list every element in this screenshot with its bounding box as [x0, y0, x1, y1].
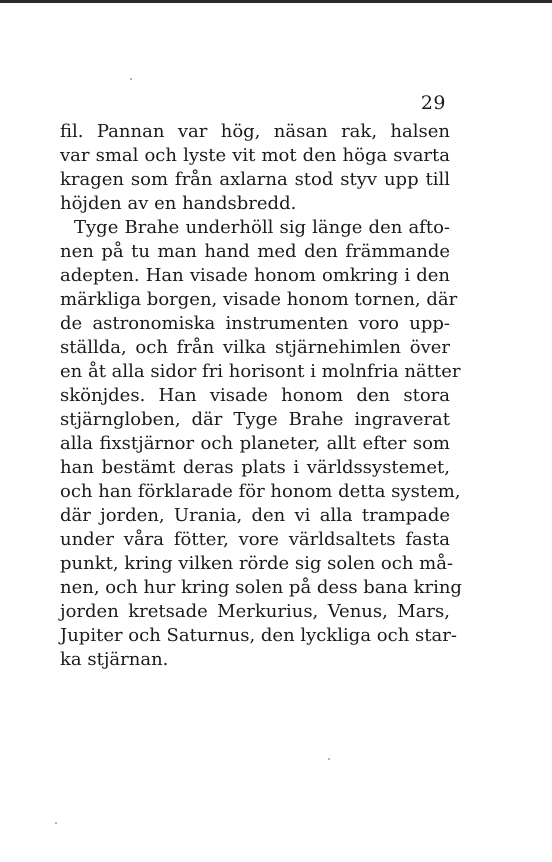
paper-speck [328, 758, 330, 760]
text-line: ställda, och från vilka stjärnehimlen över [60, 337, 450, 358]
text-line: skönjdes. Han visade honom den stora [60, 385, 450, 406]
text-line: nen på tu man hand med den främmande [60, 241, 450, 262]
text-line: de astronomiska instrumenten voro upp- [60, 313, 450, 334]
text-line: kragen som från axlarna stod styv upp till [60, 169, 450, 190]
text-line: under våra fötter, vore världsaltets fasta [60, 529, 450, 550]
top-border-rule [0, 0, 552, 3]
text-line: han bestämt deras plats i världssystemet, [60, 457, 450, 478]
page-number: 29 [420, 92, 446, 114]
text-line: höjden av en handsbredd. [60, 193, 297, 214]
text-line: adepten. Han visade honom omkring i den [60, 265, 450, 286]
text-line: Jupiter och Saturnus, den lyckliga och star- [60, 625, 457, 646]
text-line: var smal och lyste vit mot den höga svarta [60, 145, 450, 166]
text-line: en åt alla sidor fri horisont i molnfria nätter [60, 361, 461, 382]
text-line: nen, och hur kring solen på dess bana kring [60, 577, 462, 598]
text-line: ka stjärnan. [60, 649, 169, 670]
paper-speck [130, 78, 132, 80]
text-line: punkt, kring vilken rörde sig solen och må- [60, 553, 454, 574]
text-line: stjärngloben, där Tyge Brahe ingraverat [60, 409, 450, 430]
text-line: och han förklarade för honom detta system, [60, 481, 461, 502]
text-line: märkliga borgen, visade honom tornen, där [60, 289, 458, 310]
text-line: jorden kretsade Merkurius, Venus, Mars, [60, 601, 450, 622]
body-text [60, 120, 462, 672]
text-line: där jorden, Urania, den vi alla trampade [60, 505, 450, 526]
text-line: alla fixstjärnor och planeter, allt efter som [60, 433, 450, 454]
paper-speck [55, 822, 57, 824]
text-line: fil. Pannan var hög, näsan rak, halsen [60, 121, 450, 142]
text-line: Tyge Brahe underhöll sig länge den afto- [74, 217, 450, 238]
